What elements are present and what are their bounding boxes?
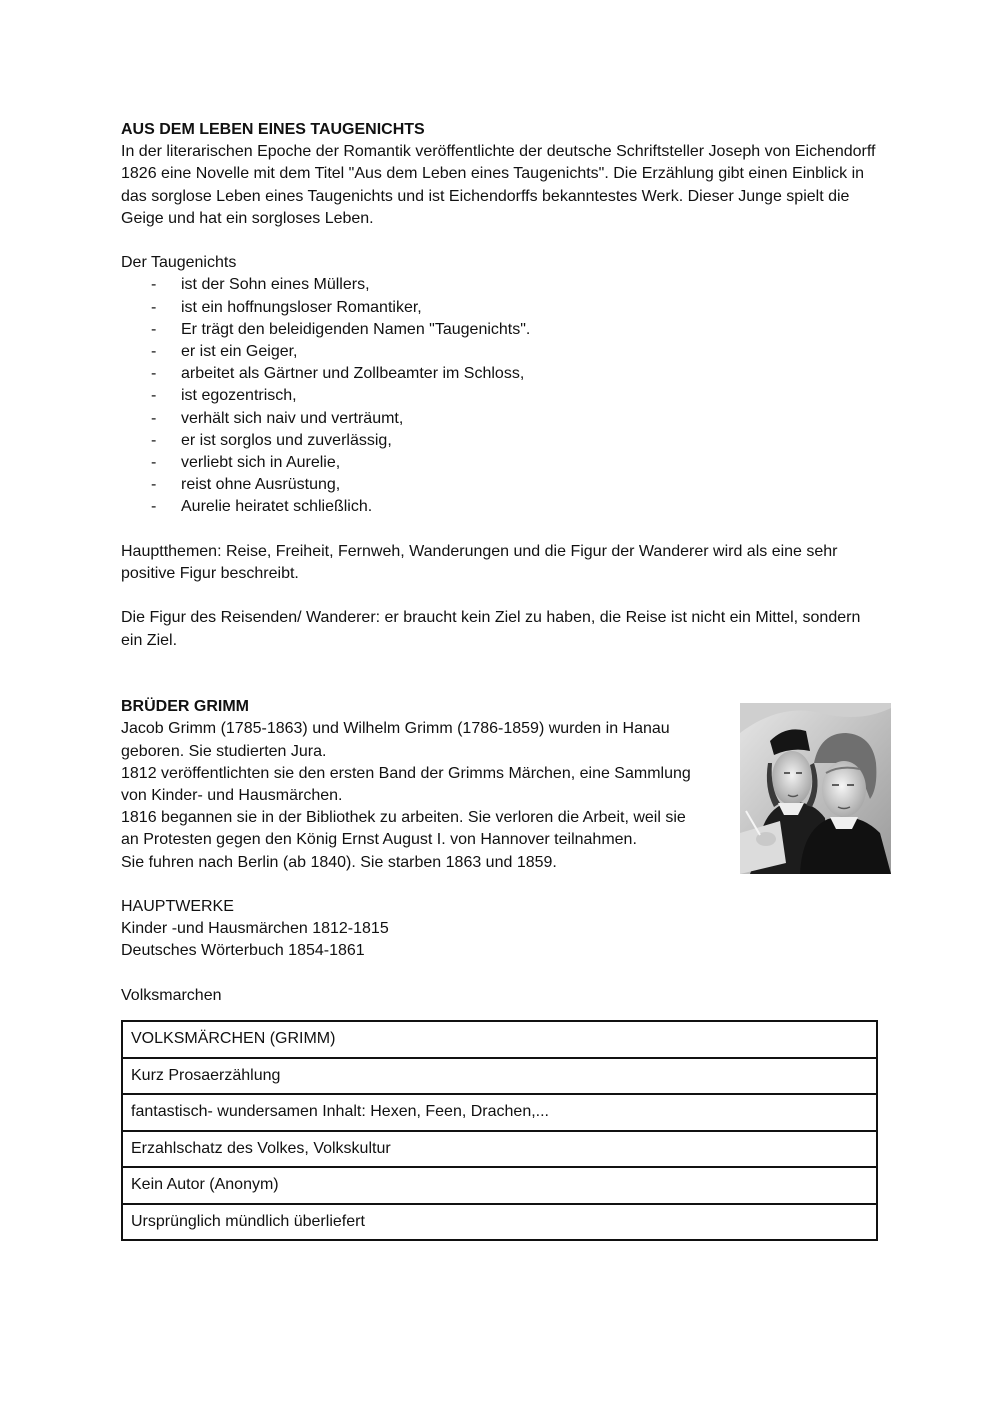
table-cell: Ursprünglich mündlich überliefert [122,1204,877,1241]
list-item: - verhält sich naiv und verträumt, [151,409,404,427]
volksmaerchen-table [121,1020,878,1241]
themes-paragraph: Hauptthemen: Reise, Freiheit, Fernweh, Wanderungen und die Figur der Wanderer wird als eine sehr positive Figur beschreibt. [121,542,838,583]
table-cell: fantastisch- wundersamen Inhalt: Hexen, Feen, Drachen,... [122,1094,877,1131]
bio-line: geboren. Sie studierten Jura. [121,742,327,760]
bio-line: Sie fuhren nach Berlin (ab 1840). Sie starben 1863 und 1859. [121,853,557,871]
bio-line: an Protesten gegen den König Ernst August I. von Hannover teilnahmen. [121,831,637,849]
table-cell: Kein Autor (Anonym) [122,1167,877,1204]
list-item: - ist egozentrisch, [151,387,297,405]
section-title-grimm: BRÜDER GRIMM [121,698,249,716]
table-row [122,1058,877,1095]
list-item: - Aurelie heiratet schließlich. [151,498,373,516]
volksmarchen-label: Volksmarchen [121,986,222,1004]
list-item: - er ist sorglos und zuverlässig, [151,431,392,449]
works-title: HAUPTWERKE [121,898,234,916]
table-row [122,1021,877,1058]
list-item: - arbeitet als Gärtner und Zollbeamter im Schloss, [151,365,525,383]
table-row [122,1167,877,1204]
table-row [122,1204,877,1241]
work-item: Kinder -und Hausmärchen 1812-1815 [121,920,389,938]
intro-paragraph: In der literarischen Epoche der Romantik veröffentlichte der deutsche Schriftsteller Joseph von Eichendorff 1826 eine Novelle mit dem Titel "Aus dem Leben eines Taugenichts". Die Erzählung gibt einen Einblick in das sorglose Leben eines Taugenichts und ist Eichendorffs bekanntestes Werk. Dieser Junge spielt die Geige und hat ein sorgloses Leben. [121,143,876,227]
list-item: - er ist ein Geiger, [151,343,298,361]
list-title: Der Taugenichts [121,254,237,272]
list-item: - ist der Sohn eines Müllers, [151,276,370,294]
table-row [122,1131,877,1168]
list-item: - Er trägt den beleidigenden Namen "Taugenichts". [151,320,531,338]
table-cell: Kurz Prosaerzählung [122,1058,877,1095]
document-page [121,119,881,1241]
grimm-bio [121,718,731,873]
taugenichts-list [121,274,881,518]
table-cell: VOLKSMÄRCHEN (GRIMM) [122,1021,877,1058]
bio-line: 1812 veröffentlichten sie den ersten Band der Grimms Märchen, eine Sammlung [121,764,691,782]
list-item: - reist ohne Ausrüstung, [151,476,341,494]
list-item: - ist ein hoffnungsloser Romantiker, [151,298,422,316]
work-item: Deutsches Wörterbuch 1854-1861 [121,942,365,960]
bio-line: 1816 begannen sie in der Bibliothek zu arbeiten. Sie verloren die Arbeit, weil sie [121,809,686,827]
grimm-section [121,696,881,874]
section-title-taugenichts: AUS DEM LEBEN EINES TAUGENICHTS [121,121,425,138]
table-cell: Erzahlschatz des Volkes, Volkskultur [122,1131,877,1168]
table-row [122,1094,877,1131]
list-item: - verliebt sich in Aurelie, [151,454,341,472]
grimm-brothers-portrait [740,703,891,874]
bio-line: von Kinder- und Hausmärchen. [121,787,343,805]
bio-line: Jacob Grimm (1785-1863) und Wilhelm Grimm (1786-1859) wurden in Hanau [121,720,670,738]
wanderer-paragraph: Die Figur des Reisenden/ Wanderer: er braucht kein Ziel zu haben, die Reise ist nicht ein Mittel, sondern ein Ziel. [121,609,861,649]
